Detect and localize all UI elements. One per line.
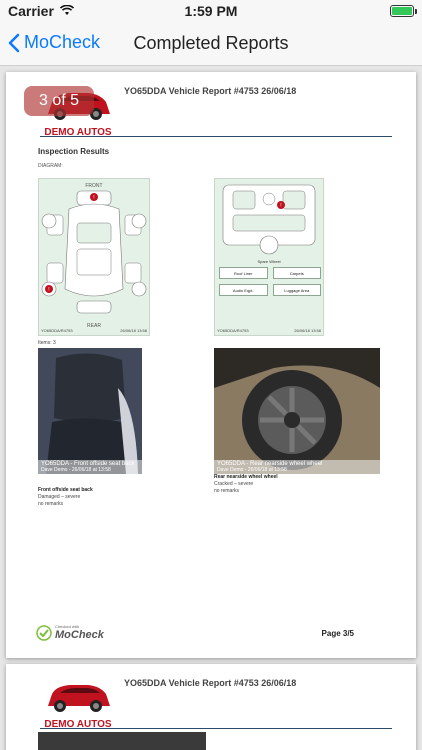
photo-status: Cracked – severe xyxy=(214,481,254,487)
diagram-footer xyxy=(217,328,321,333)
report-page[interactable] xyxy=(6,72,416,658)
diagram-footer-date: 26/06/18 13:58 xyxy=(294,328,321,333)
svg-text:!: ! xyxy=(48,287,50,293)
car-exterior-diagram-icon xyxy=(39,179,149,329)
section-title: Inspection Results xyxy=(38,147,110,156)
svg-text:!: ! xyxy=(280,203,282,209)
interior-area-grid xyxy=(219,267,321,296)
carrier-label: Carrier xyxy=(8,3,54,19)
svg-text:!: ! xyxy=(93,195,95,201)
diagram-front-label: FRONT xyxy=(85,183,103,189)
roof-liner-button: Roof Liner xyxy=(219,267,268,279)
car-interior-diagram-icon xyxy=(215,179,323,259)
demo-autos-logo xyxy=(42,676,114,730)
photo-remarks: no remarks xyxy=(214,488,240,494)
checkmark-icon xyxy=(36,625,52,641)
photo-status: Damaged – severe xyxy=(38,494,81,500)
photo-caption xyxy=(38,460,142,474)
status-bar xyxy=(0,0,422,22)
photo-title: Front offside seat back xyxy=(38,487,93,493)
page-number: Page 3/5 xyxy=(321,629,354,638)
photo-title: Rear nearside wheel wheel xyxy=(214,474,278,480)
audio-eqpt-button: Audio Eqpt. xyxy=(219,284,268,296)
photo-remarks: no remarks xyxy=(38,501,64,507)
battery-icon xyxy=(390,5,414,17)
diagram-footer-id: YO65DDA/R4753 xyxy=(217,328,249,333)
report-header: YO65DDA Vehicle Report #4753 26/06/18 xyxy=(124,678,297,688)
carpets-button: Carpets xyxy=(273,267,322,279)
car-seat-photo-icon xyxy=(38,348,142,474)
status-right xyxy=(390,5,414,17)
inspection-photo[interactable] xyxy=(38,348,142,474)
header-divider xyxy=(40,728,392,729)
photo-caption xyxy=(214,460,380,474)
diagram-footer-id: YO65DDA/R4753 xyxy=(41,328,73,333)
diagram-label: DIAGRAM: xyxy=(38,163,63,169)
items-count-label: Items: 3 xyxy=(38,340,56,346)
photo-caption-meta: Dave Demo - 26/06/18 at 13:58 xyxy=(217,467,287,473)
page-title: Completed Reports xyxy=(133,33,289,53)
brand-name: DEMO AUTOS xyxy=(44,719,112,730)
wifi-icon xyxy=(60,3,74,19)
page-indicator-badge[interactable]: 3 of 5 xyxy=(24,86,94,116)
car-logo-icon xyxy=(42,676,114,716)
header-divider xyxy=(40,136,392,137)
photo-caption-title: YO65DDA - Rear nearside wheel wheel xyxy=(217,461,323,467)
luggage-area-button: Luggage Area xyxy=(273,284,322,296)
report-page-next[interactable] xyxy=(6,664,416,750)
exterior-diagram xyxy=(38,178,150,336)
spare-wheel-label: Spare Wheel xyxy=(257,259,281,264)
inspection-photo[interactable] xyxy=(214,348,380,474)
report-header: YO65DDA Vehicle Report #4753 26/06/18 xyxy=(124,86,297,96)
diagram-rear-label: REAR xyxy=(87,323,101,329)
navigation-bar xyxy=(0,22,422,66)
wheel-photo-icon xyxy=(214,348,380,474)
diagram-footer-date: 26/06/18 13:58 xyxy=(120,328,147,333)
interior-diagram xyxy=(214,178,324,336)
photo-caption-title: YO65DDA - Front offside seat back xyxy=(41,461,135,467)
brand-name: DEMO AUTOS xyxy=(44,127,112,138)
status-time: 1:59 PM xyxy=(184,3,238,19)
back-button-label: MoCheck xyxy=(24,32,101,52)
checked-with-mocheck-logo xyxy=(36,624,104,641)
checked-with-label: Checked with xyxy=(55,624,80,629)
diagram-footer xyxy=(41,328,147,333)
status-left xyxy=(8,3,74,19)
mocheck-brand: MoCheck xyxy=(55,629,104,641)
inspection-photo[interactable] xyxy=(38,732,206,750)
photo-description xyxy=(38,487,93,508)
photo-description xyxy=(214,474,278,495)
photo-caption-meta: Dave Demo - 26/06/18 at 13:58 xyxy=(41,467,111,473)
